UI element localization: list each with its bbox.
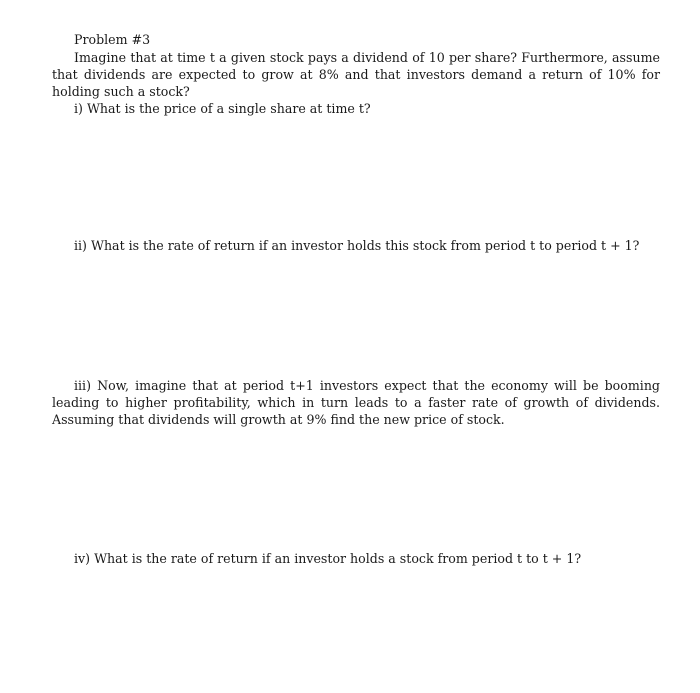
problem-title: Problem #3 (74, 32, 151, 47)
question-ii (74, 237, 639, 254)
question-text: Now, imagine that at period t+1 investors expect that the economy will be booming leading to higher profitability, which in turn leads to a faster rate of growth of dividends. Assuming that dividends will growth at 9% find the new price of stock. (52, 378, 660, 427)
question-label: iv) (74, 551, 91, 566)
question-label: iii) (74, 378, 91, 393)
question-text: What is the rate of return if an investor holds this stock from period t to period t + 1? (91, 238, 640, 253)
question-i (74, 100, 371, 117)
question-iv (74, 550, 581, 567)
question-text: What is the price of a single share at time t? (86, 101, 371, 116)
question-label: i) (74, 101, 83, 116)
question-text: What is the rate of return if an investor holds a stock from period t to t + 1? (94, 551, 582, 566)
problem-intro: Imagine that at time t a given stock pays a dividend of 10 per share? Furthermore, assume that dividends are expected to grow at 8% and that investors demand a return of 10% for holding such a stock? (52, 50, 660, 99)
question-label: ii) (74, 238, 87, 253)
question-iii (52, 377, 660, 428)
